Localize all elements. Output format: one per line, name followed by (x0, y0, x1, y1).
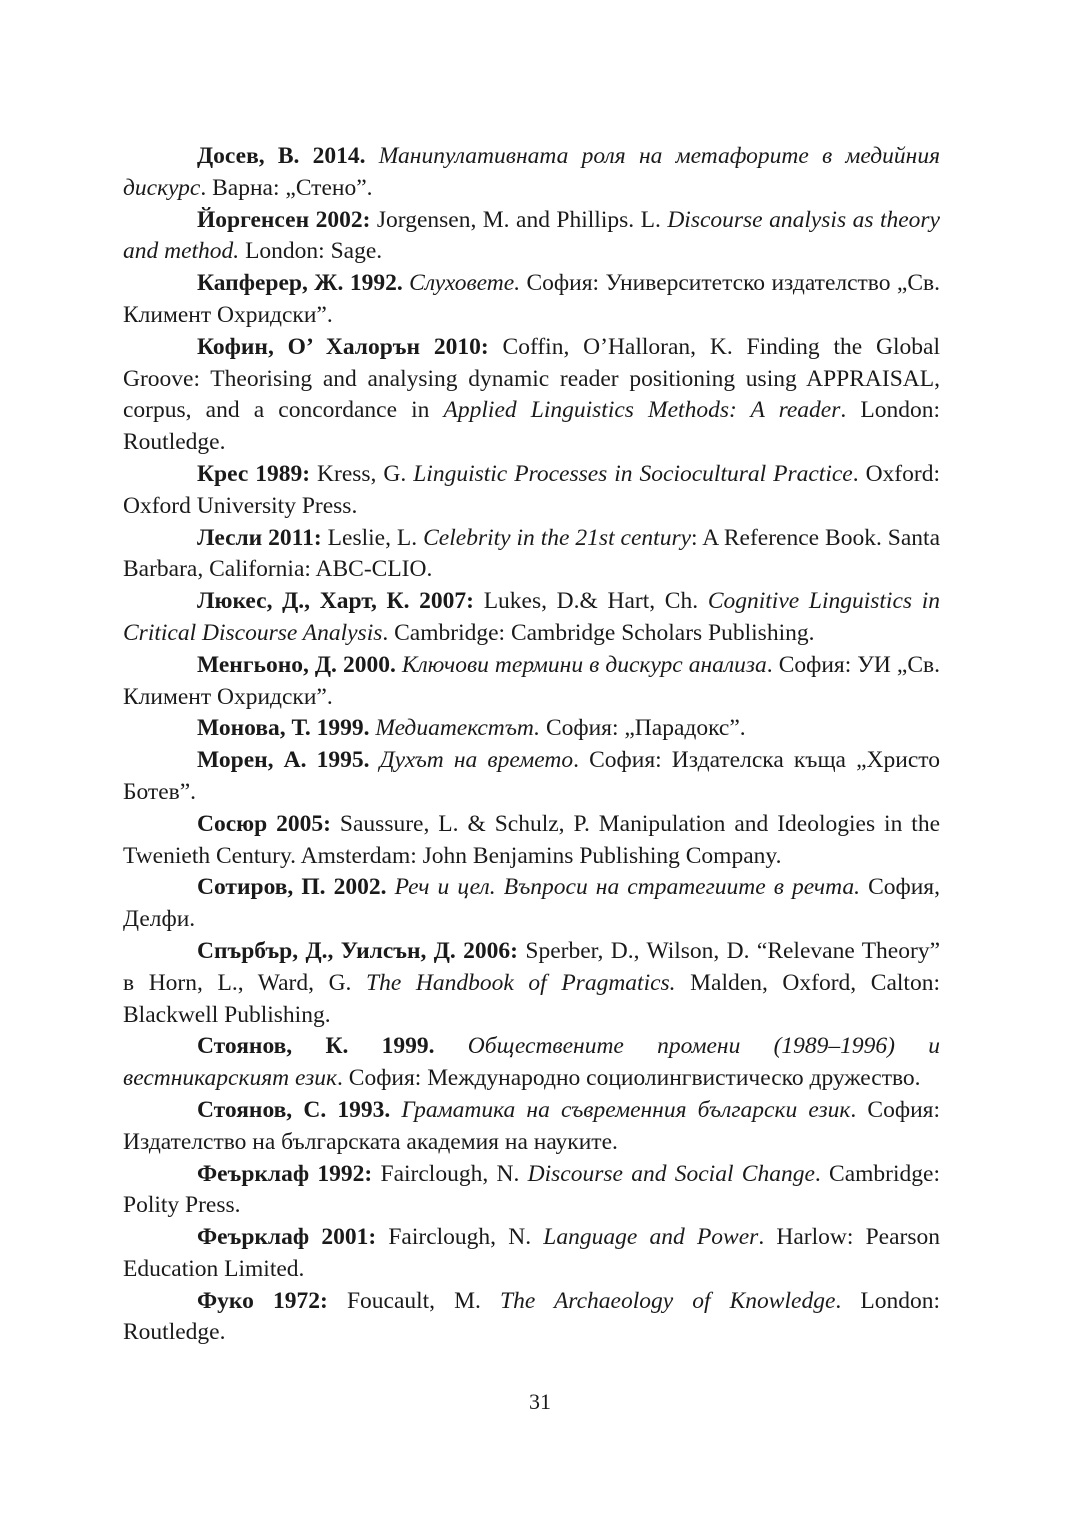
reference-author: Лесли 2011: (197, 524, 322, 551)
reference-title: Discourse analysis as theory and method. (123, 206, 940, 265)
reference-title: Cognitive Linguistics in Critical Discourse Analysis (123, 588, 940, 646)
reference-text: Fairclough, N. (376, 1224, 544, 1251)
reference-title: The Archaeology of Knowledge (500, 1287, 836, 1314)
reference-text (390, 1097, 401, 1123)
reference-entry (123, 1095, 940, 1159)
reference-text: Fairclough, N. (372, 1160, 528, 1187)
reference-entry (123, 141, 940, 205)
reference-title: Ключови термини в дискурс анализа (401, 651, 767, 678)
reference-publisher: . Cambridge: Cambridge Scholars Publishing. (382, 619, 815, 646)
reference-author: Досев, В. 2014. (197, 143, 366, 169)
reference-entry (123, 268, 940, 332)
reference-author: Кофин, О’ Халорън 2010: (197, 333, 489, 360)
reference-entry (123, 713, 940, 745)
reference-text (387, 874, 395, 900)
reference-author: Феърклаф 2001: (197, 1224, 377, 1251)
reference-entry (123, 809, 940, 873)
reference-title: Обществените промени (1989–1996) и вестникарският език (123, 1033, 940, 1092)
reference-text: Coffin, O’Halloran, K. Finding the Global Groove: Theorising and analysing dynamic reader positioning using APPRAISAL, corpus, and a concordance in (123, 333, 940, 424)
reference-text: Kress, G. (310, 460, 414, 487)
reference-author: Стоянов, К. 1999. (197, 1033, 435, 1060)
reference-text: Foucault, M. (327, 1287, 501, 1314)
reference-publisher: . Oxford: Oxford University Press. (123, 460, 940, 519)
reference-title: Celebrity in the 21st century (423, 524, 692, 551)
reference-entry (123, 1222, 940, 1286)
reference-publisher: . София: Издателска къща „Христо Ботев”. (123, 747, 940, 805)
reference-entry (123, 586, 940, 650)
reference-entry (123, 650, 940, 714)
reference-publisher: София, Делфи. (123, 874, 940, 933)
reference-text: Jorgensen, M. and Phillips. L. (370, 206, 668, 233)
reference-entry (123, 872, 940, 936)
reference-title: Граматика на съвременния български език (401, 1096, 851, 1123)
reference-publisher: . Варна: „Стено”. (200, 174, 373, 201)
reference-title: Language and Power (543, 1224, 759, 1251)
reference-author: Фуко 1972: (197, 1287, 328, 1314)
reference-text: Lukes, D.& Hart, Ch. (474, 588, 708, 615)
reference-publisher: . London: Routledge. (123, 397, 940, 456)
reference-title: Духът на времето (379, 747, 574, 774)
reference-entry (123, 332, 940, 459)
reference-entry (123, 936, 940, 1031)
reference-title: Манипулативната роля на метафорите в медийния дискурс (123, 143, 940, 201)
reference-publisher: Malden, Oxford, Calton: Blackwell Publishing. (123, 969, 940, 1028)
reference-entry (123, 1286, 940, 1350)
reference-text: Sperber, D., Wilson, D. “Relevane Theory” в Horn, L., Ward, G. (123, 937, 940, 996)
reference-title: Discourse and Social Change (527, 1160, 815, 1187)
reference-entry (123, 523, 940, 587)
reference-entry (123, 205, 940, 269)
reference-author: Морен, А. 1995. (197, 747, 370, 774)
reference-publisher: . Cambridge: Polity Press. (123, 1160, 940, 1219)
reference-title: Applied Linguistics Methods: A reader (443, 397, 841, 424)
reference-author: Спърбър, Д., Уилсън, Д. 2006: (197, 937, 518, 964)
reference-title: Linguistic Processes in Sociocultural Practice (413, 460, 853, 487)
reference-publisher: : A Reference Book. Santa Barbara, California: ABC-CLIO. (123, 524, 940, 583)
reference-author: Капферер, Ж. 1992. (197, 270, 403, 297)
reference-text (370, 747, 380, 773)
reference-entry (123, 745, 940, 809)
reference-text (435, 1033, 468, 1059)
reference-publisher: София: Университетско издателство „Св. Климент Охридски”. (123, 270, 941, 328)
reference-author: Сотиров, П. 2002. (197, 874, 387, 901)
reference-title: Слуховете. (409, 270, 521, 297)
reference-publisher: София: „Парадокс”. (540, 715, 746, 742)
reference-publisher: . Harlow: Pearson Education Limited. (123, 1224, 940, 1282)
reference-publisher: . София: Международно социолингвистическо дружество. (337, 1065, 921, 1092)
bibliography-list (123, 141, 940, 1349)
reference-entry (123, 1031, 940, 1095)
reference-author: Крес 1989: (197, 460, 311, 487)
reference-author: Сосюр 2005: (197, 810, 331, 837)
reference-author: Стоянов, С. 1993. (197, 1096, 391, 1123)
reference-text: Saussure, L. & Schulz, P. Manipulation and Ideologies in the Twenieth Century. Amsterdam: John Benjamins Publishing Company. (123, 810, 940, 869)
reference-author: Люкес, Д., Харт, К. 2007: (197, 588, 474, 615)
reference-publisher: . София: Издателство на българската академия на науките. (123, 1096, 940, 1155)
reference-entry (123, 459, 940, 523)
reference-author: Йоргенсен 2002: (197, 206, 371, 233)
reference-text (366, 143, 379, 169)
reference-author: Феърклаф 1992: (197, 1160, 373, 1187)
page-number: 31 (529, 1389, 551, 1414)
reference-entry (123, 1159, 940, 1223)
reference-title: The Handbook of Pragmatics. (366, 969, 676, 996)
reference-author: Менгьоно, Д. 2000. (197, 651, 396, 678)
reference-author: Монова, Т. 1999. (197, 715, 370, 742)
reference-publisher: London: Sage. (239, 238, 383, 265)
reference-text: Leslie, L. (321, 524, 424, 551)
reference-title: Медиатекстът. (375, 715, 541, 742)
reference-publisher: . London: Routledge. (123, 1287, 940, 1346)
reference-title: Реч и цел. Въпроси на стратегиите в речта. (394, 874, 860, 901)
reference-publisher: . София: УИ „Св. Климент Охридски”. (123, 651, 941, 710)
